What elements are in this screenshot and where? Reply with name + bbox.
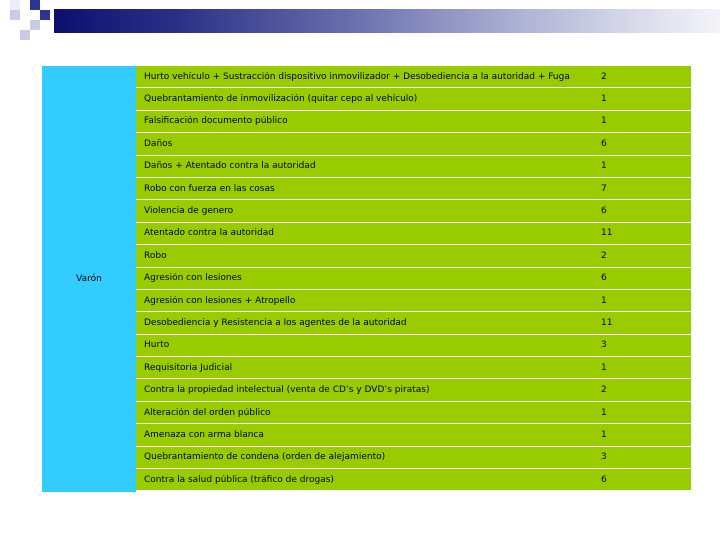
count-cell: 6	[601, 138, 607, 149]
offense-cell	[136, 475, 601, 485]
count-cell: 7	[601, 183, 607, 194]
offense-cell	[136, 430, 601, 440]
table-row	[136, 469, 691, 491]
offense-label: Daños + Atentado contra la autoridad	[144, 161, 316, 172]
offense-label: Desobediencia y Resistencia a los agentes de la autoridad	[144, 317, 407, 328]
table-row	[136, 223, 691, 245]
offense-cell	[136, 251, 601, 261]
offense-label: Quebrantamiento de condena (orden de alejamiento)	[144, 452, 386, 463]
table-row	[136, 111, 691, 133]
offense-label: Violencia de genero	[144, 206, 234, 217]
table-row	[136, 402, 691, 424]
count-cell: 2	[601, 250, 607, 261]
offense-cell	[136, 318, 601, 328]
offense-label: Alteración del orden público	[144, 407, 271, 418]
offense-cell	[136, 296, 601, 306]
offense-cell	[136, 273, 601, 283]
table-row	[136, 88, 691, 110]
offense-label: Atentado contra la autoridad	[144, 228, 274, 239]
count-cell: 1	[601, 161, 607, 172]
offense-cell	[136, 161, 601, 171]
count-cell: 11	[601, 228, 613, 239]
offense-label: Robo	[144, 250, 167, 261]
table-row	[136, 424, 691, 446]
table-row	[136, 133, 691, 155]
count-cell: 6	[601, 206, 607, 217]
offense-label: Amenaza con arma blanca	[144, 429, 264, 440]
offense-cell	[136, 94, 601, 104]
count-cell: 1	[601, 407, 607, 418]
decor-square	[20, 30, 30, 40]
table-row	[136, 379, 691, 401]
table-row	[136, 312, 691, 334]
offense-label: Falsificación documento público	[144, 116, 288, 127]
offense-label: Hurto	[144, 340, 170, 351]
offense-label: Robo con fuerza en las cosas	[144, 183, 275, 194]
offense-cell	[136, 408, 601, 418]
count-cell: 6	[601, 474, 607, 485]
offenses-table	[42, 66, 691, 492]
offense-cell	[136, 340, 601, 350]
table-row	[136, 357, 691, 379]
offense-label: Quebrantamiento de inmovilización (quitar cepo al vehículo)	[144, 94, 418, 105]
decor-square	[10, 0, 20, 10]
count-cell: 1	[601, 362, 607, 373]
table-row	[136, 290, 691, 312]
count-cell: 1	[601, 94, 607, 105]
offense-label: Contra la propiedad intelectual (venta de CD’s y DVD’s piratas)	[144, 385, 430, 396]
group-label: Varón	[76, 274, 102, 284]
decor-square	[30, 20, 40, 30]
offense-cell	[136, 184, 601, 194]
table-row	[136, 447, 691, 469]
offense-label: Requisitoria Judicial	[144, 362, 233, 373]
offense-label: Daños	[144, 138, 173, 149]
count-cell: 1	[601, 295, 607, 306]
offense-cell	[136, 72, 601, 82]
count-cell: 3	[601, 452, 607, 463]
table-row	[136, 268, 691, 290]
table-row	[136, 245, 691, 267]
count-cell: 2	[601, 385, 607, 396]
offense-cell	[136, 139, 601, 149]
table-rows	[136, 66, 691, 492]
decor-square	[10, 10, 20, 20]
count-cell: 3	[601, 340, 607, 351]
table-row	[136, 178, 691, 200]
offense-cell	[136, 116, 601, 126]
offense-cell	[136, 452, 601, 462]
count-cell: 11	[601, 317, 613, 328]
count-cell: 1	[601, 429, 607, 440]
offense-label: Hurto vehículo + Sustracción dispositivo inmovilizador + Desobediencia a la autoridad + Fuga	[144, 71, 570, 82]
table-row	[136, 66, 691, 88]
count-cell: 1	[601, 116, 607, 127]
group-cell	[42, 66, 136, 492]
offense-label: Agresión con lesiones + Atropello	[144, 295, 296, 306]
table-row	[136, 335, 691, 357]
table-row	[136, 200, 691, 222]
count-cell: 2	[601, 71, 607, 82]
header-gradient-band	[54, 9, 720, 33]
offense-cell	[136, 385, 601, 395]
offense-cell	[136, 363, 601, 373]
offense-label: Contra la salud pública (tráfico de drogas)	[144, 474, 334, 485]
count-cell: 6	[601, 273, 607, 284]
decor-square	[40, 10, 50, 20]
offense-cell	[136, 206, 601, 216]
table-row	[136, 156, 691, 178]
offense-cell	[136, 228, 601, 238]
offense-label: Agresión con lesiones	[144, 273, 242, 284]
decor-square	[30, 0, 40, 10]
